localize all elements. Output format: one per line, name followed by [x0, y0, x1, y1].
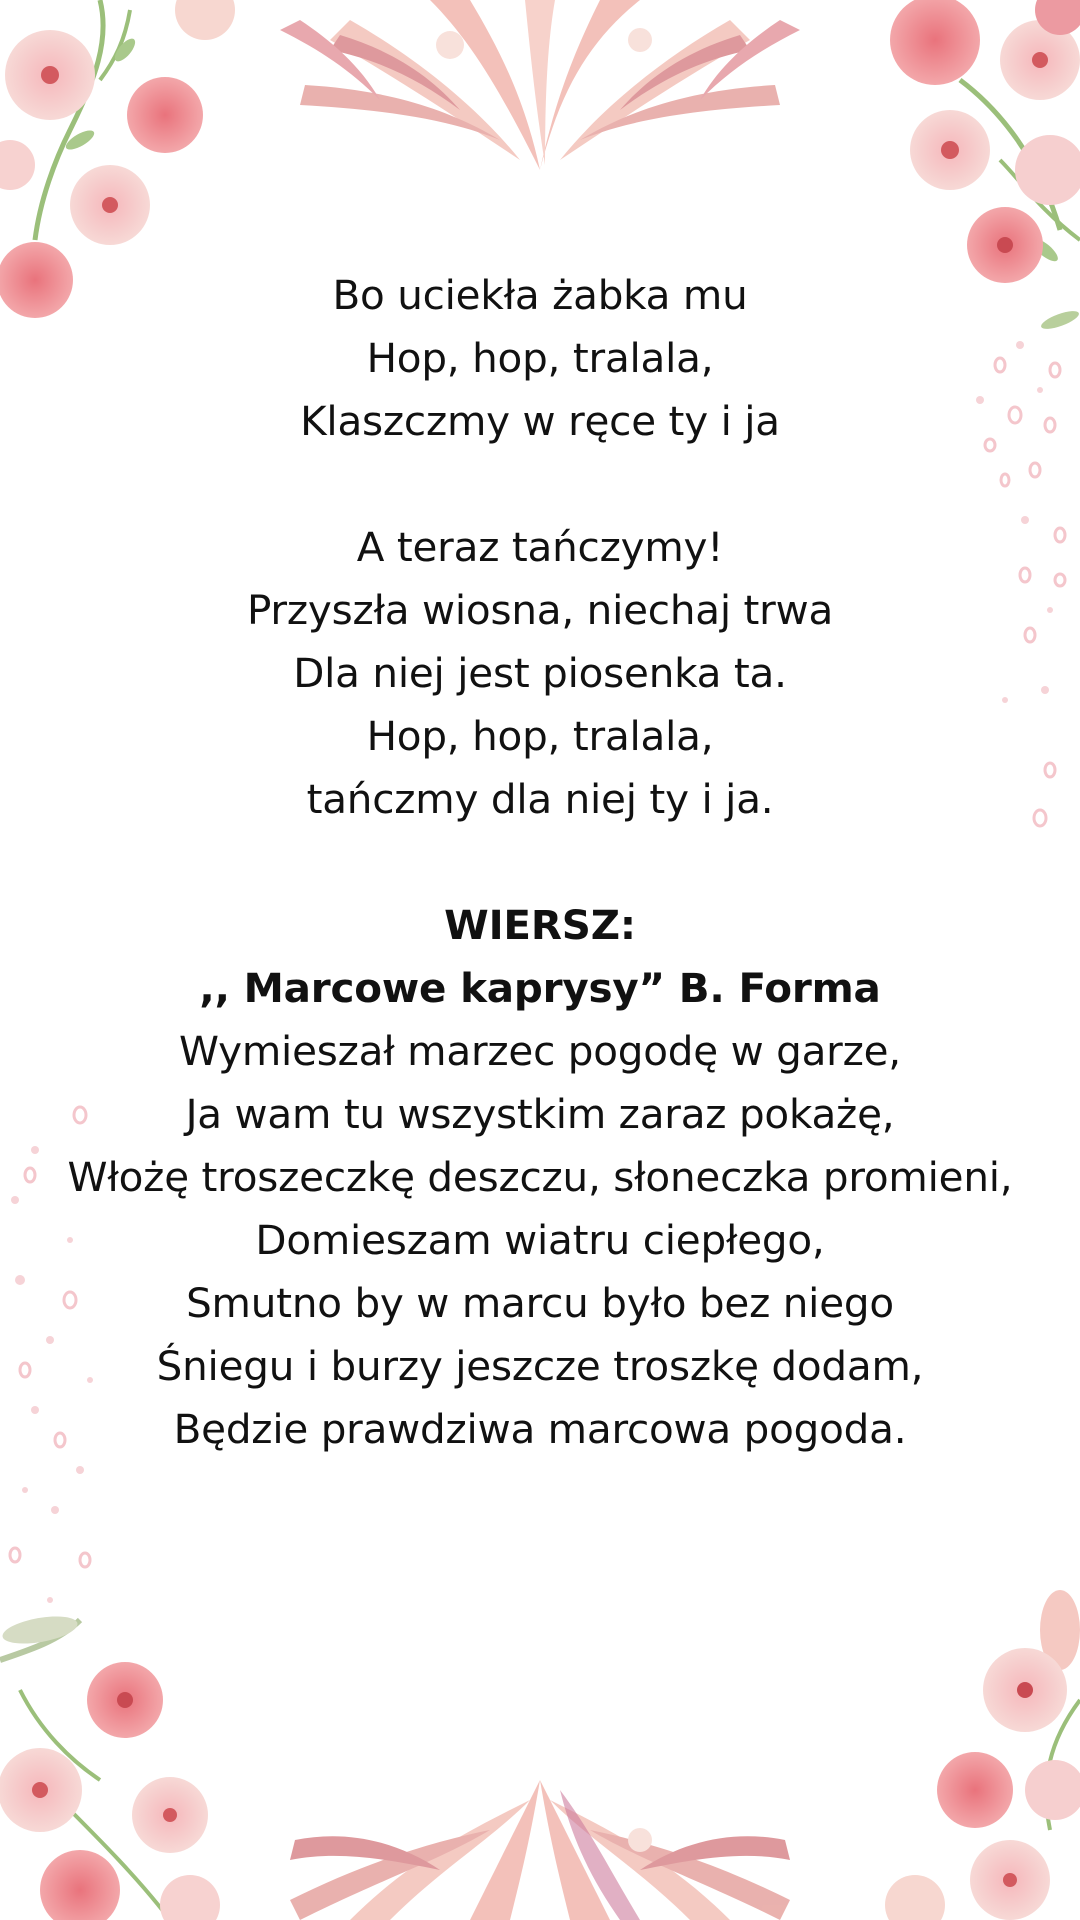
stanza-spacer — [0, 831, 1080, 894]
poem-line: tańczmy dla niej ty i ja. — [306, 775, 774, 823]
stanza-spacer — [0, 453, 1080, 516]
poem-line: Bo uciekła żabka mu — [332, 271, 748, 319]
section-heading: WIERSZ: — [444, 901, 636, 949]
bottom-left-flowers-icon — [0, 1612, 220, 1920]
top-leaves-icon — [280, 0, 800, 170]
poem-text — [0, 264, 1080, 1461]
poem-line: Śniegu i burzy jeszcze troszkę dodam, — [156, 1342, 924, 1390]
poem-line: Hop, hop, tralala, — [366, 334, 714, 382]
poem-line: Domieszam wiatru ciepłego, — [255, 1216, 825, 1264]
bottom-right-flowers-icon — [885, 1590, 1080, 1920]
poem-line: Włożę troszeczkę deszczu, słoneczka promieni, — [67, 1153, 1013, 1201]
poem-line: Dla niej jest piosenka ta. — [293, 649, 787, 697]
poem-line: Będzie prawdziwa marcowa pogoda. — [173, 1405, 907, 1453]
poem-line: Hop, hop, tralala, — [366, 712, 714, 760]
poem-line: Wymieszał marzec pogodę w garze, — [179, 1027, 901, 1075]
poem-line: Klaszczmy w ręce ty i ja — [300, 397, 780, 445]
poem-line: Przyszła wiosna, niechaj trwa — [246, 586, 834, 634]
bottom-leaves-icon — [290, 1780, 790, 1920]
poem-line: Ja wam tu wszystkim zaraz pokażę, — [185, 1090, 895, 1138]
poem-line: Smutno by w marcu było bez niego — [186, 1279, 894, 1327]
poem-title: ,, Marcowe kaprysy” B. Forma — [199, 964, 881, 1012]
poem-line: A teraz tańczymy! — [356, 523, 724, 571]
